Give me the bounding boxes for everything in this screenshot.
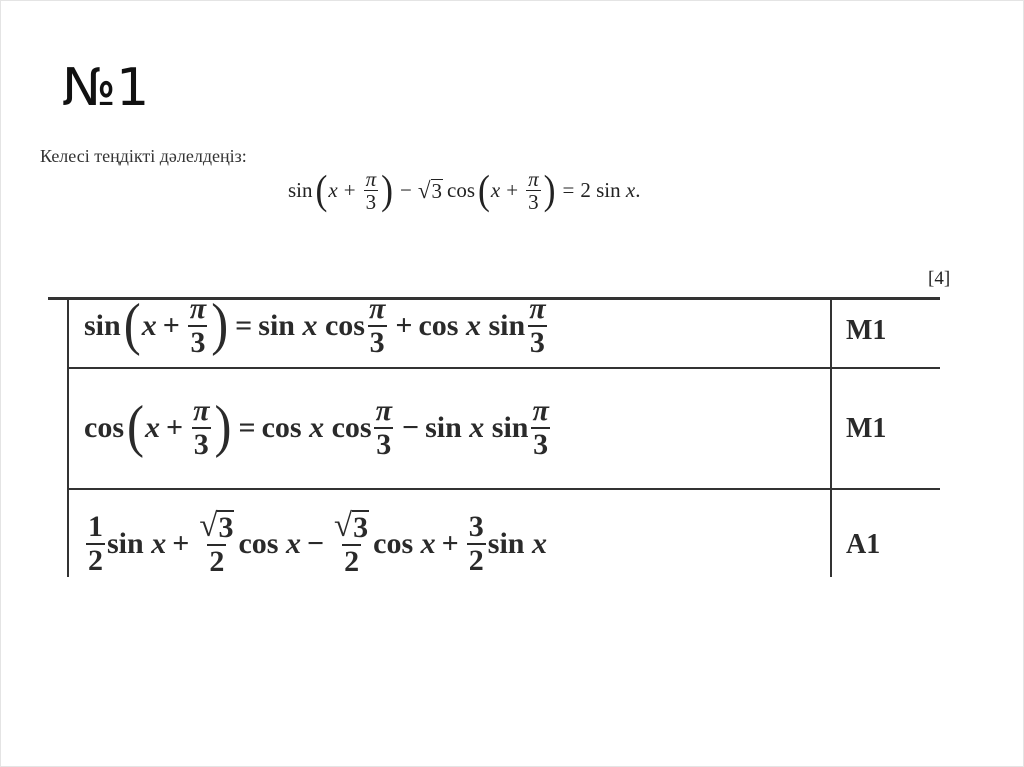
r3-sqrt3-half-2 [332,510,371,577]
r2-pi: π [193,394,210,427]
r1-paren-open: ( [123,295,141,358]
r1-t1: sin [258,308,295,342]
table-row-1-mark: M1 [846,315,887,346]
r2-t1b: cos [331,410,372,444]
eq-paren-close-2: ) [543,166,556,213]
table-column-divider [830,298,832,577]
eq-paren-open: ( [315,166,328,213]
r3-sqrt-arg-2: 3 [353,511,369,544]
eq-equals: = [562,178,575,203]
r3-x-2: x [285,526,301,560]
eq-sqrt-arg: 3 [431,179,443,203]
r3-sqrt3-half [197,510,236,577]
table-row-3-mark: A1 [846,529,881,560]
r1-equals: = [235,308,253,342]
r1-pi: π [189,295,207,325]
eq-minus: − [400,178,412,203]
r1-t2: cos [418,308,459,342]
r2-t2: sin [425,410,462,444]
r1-pi-c: π [529,295,546,325]
r2-pi-b: π [375,394,392,427]
r3-sqrt-sym-2: √ [334,508,353,544]
r3-x-4: x [531,526,547,560]
r3-d1: 2 [88,543,103,577]
table-row-divider-1 [67,367,940,369]
eq-sqrt3 [418,179,443,202]
r2-t1: cos [261,410,302,444]
eq-paren-open-2: ( [478,166,490,213]
eq-var-x-2: x [490,178,501,203]
r1-sin: sin [84,308,121,342]
r1-pi-b: π [368,295,386,325]
eq-pi-over-3-2 [526,168,541,213]
table-row-2-formula [84,395,553,460]
eq-cos: cos [447,178,476,203]
r3-minus: − [306,526,325,560]
slide-title: №1 [62,58,150,118]
eq-three: 3 [365,190,377,215]
r3-cos-2: cos [373,526,414,560]
eq-pi-over-3 [364,168,379,213]
r1-pi-over-3-c [527,295,547,358]
eq-plus: + [343,178,356,203]
r3-x-1: x [151,526,167,560]
eq-pi-2: π [528,167,539,191]
r1-t2b: sin [488,308,526,342]
eq-period: . [635,178,641,203]
r2-pi-c: π [532,394,549,427]
r3-x-3: x [420,526,436,560]
r3-d3: 2 [344,544,360,577]
r2-three-b: 3 [376,427,392,461]
r2-three: 3 [193,427,209,461]
r3-sqrt-sym-1: √ [199,508,218,544]
r2-pi-over-3-b [374,395,394,460]
eq-var-x: x [328,178,338,203]
question-prompt: Келесі теңдікті дәлелдеңіз: [40,146,247,166]
r1-x: x [141,308,157,342]
r3-d4: 2 [468,543,484,577]
r1-paren-close: ) [211,295,229,358]
eq-sin: sin [288,178,313,203]
r1-op: + [395,308,413,342]
eq-pi: π [365,167,377,191]
r1-pi-over-3-b [367,295,387,358]
eq-plus-2: + [506,178,519,203]
r3-sqrt-arg-1: 3 [218,511,234,544]
r2-t2x: x [469,410,485,444]
r2-equals: = [238,410,256,444]
r1-plus: + [162,308,180,342]
r3-n1: 1 [88,510,103,543]
r3-one-half [86,511,105,576]
eq-rhs-x: x [625,178,636,203]
r1-t1x: x [302,308,318,342]
r1-pi-over-3 [188,295,208,358]
marks-total: [4] [928,268,951,289]
r3-three-half [467,511,486,576]
r1-t1b: cos [324,308,365,342]
r1-three: 3 [190,325,206,359]
r1-three-c: 3 [529,325,545,359]
r2-op: − [401,410,420,444]
r2-pi-over-3 [191,395,211,460]
eq-three-2: 3 [528,190,539,215]
r2-x: x [144,410,160,444]
eq-paren-close: ) [381,166,393,213]
r3-d2: 2 [209,544,225,577]
table-row-1-formula [84,295,550,358]
r1-three-b: 3 [369,325,385,359]
r2-paren-close: ) [214,394,232,460]
r2-t1x: x [309,410,325,444]
r1-t2x: x [465,308,481,342]
table-row-3-formula [84,510,547,577]
table-left-border [67,298,69,577]
eq-sqrt-symbol: √ [417,177,431,203]
r3-plus-2: + [441,526,459,560]
table-row-2-mark: M1 [846,413,887,444]
r2-paren-open: ( [127,394,144,460]
mark-scheme-table [48,295,940,577]
r2-t2b: sin [491,410,529,444]
r2-pi-over-3-c [530,395,550,460]
r3-plus-1: + [172,526,190,560]
eq-rhs: 2 sin [580,178,621,203]
r2-three-c: 3 [533,427,549,461]
table-row-divider-2 [67,488,940,490]
r3-cos-1: cos [238,526,279,560]
r2-plus: + [165,410,184,444]
r3-sin-1: sin [107,526,144,560]
main-equation [288,168,640,213]
r3-sin-2: sin [487,526,525,560]
r2-cos: cos [84,410,124,444]
r3-n4: 3 [468,510,484,543]
